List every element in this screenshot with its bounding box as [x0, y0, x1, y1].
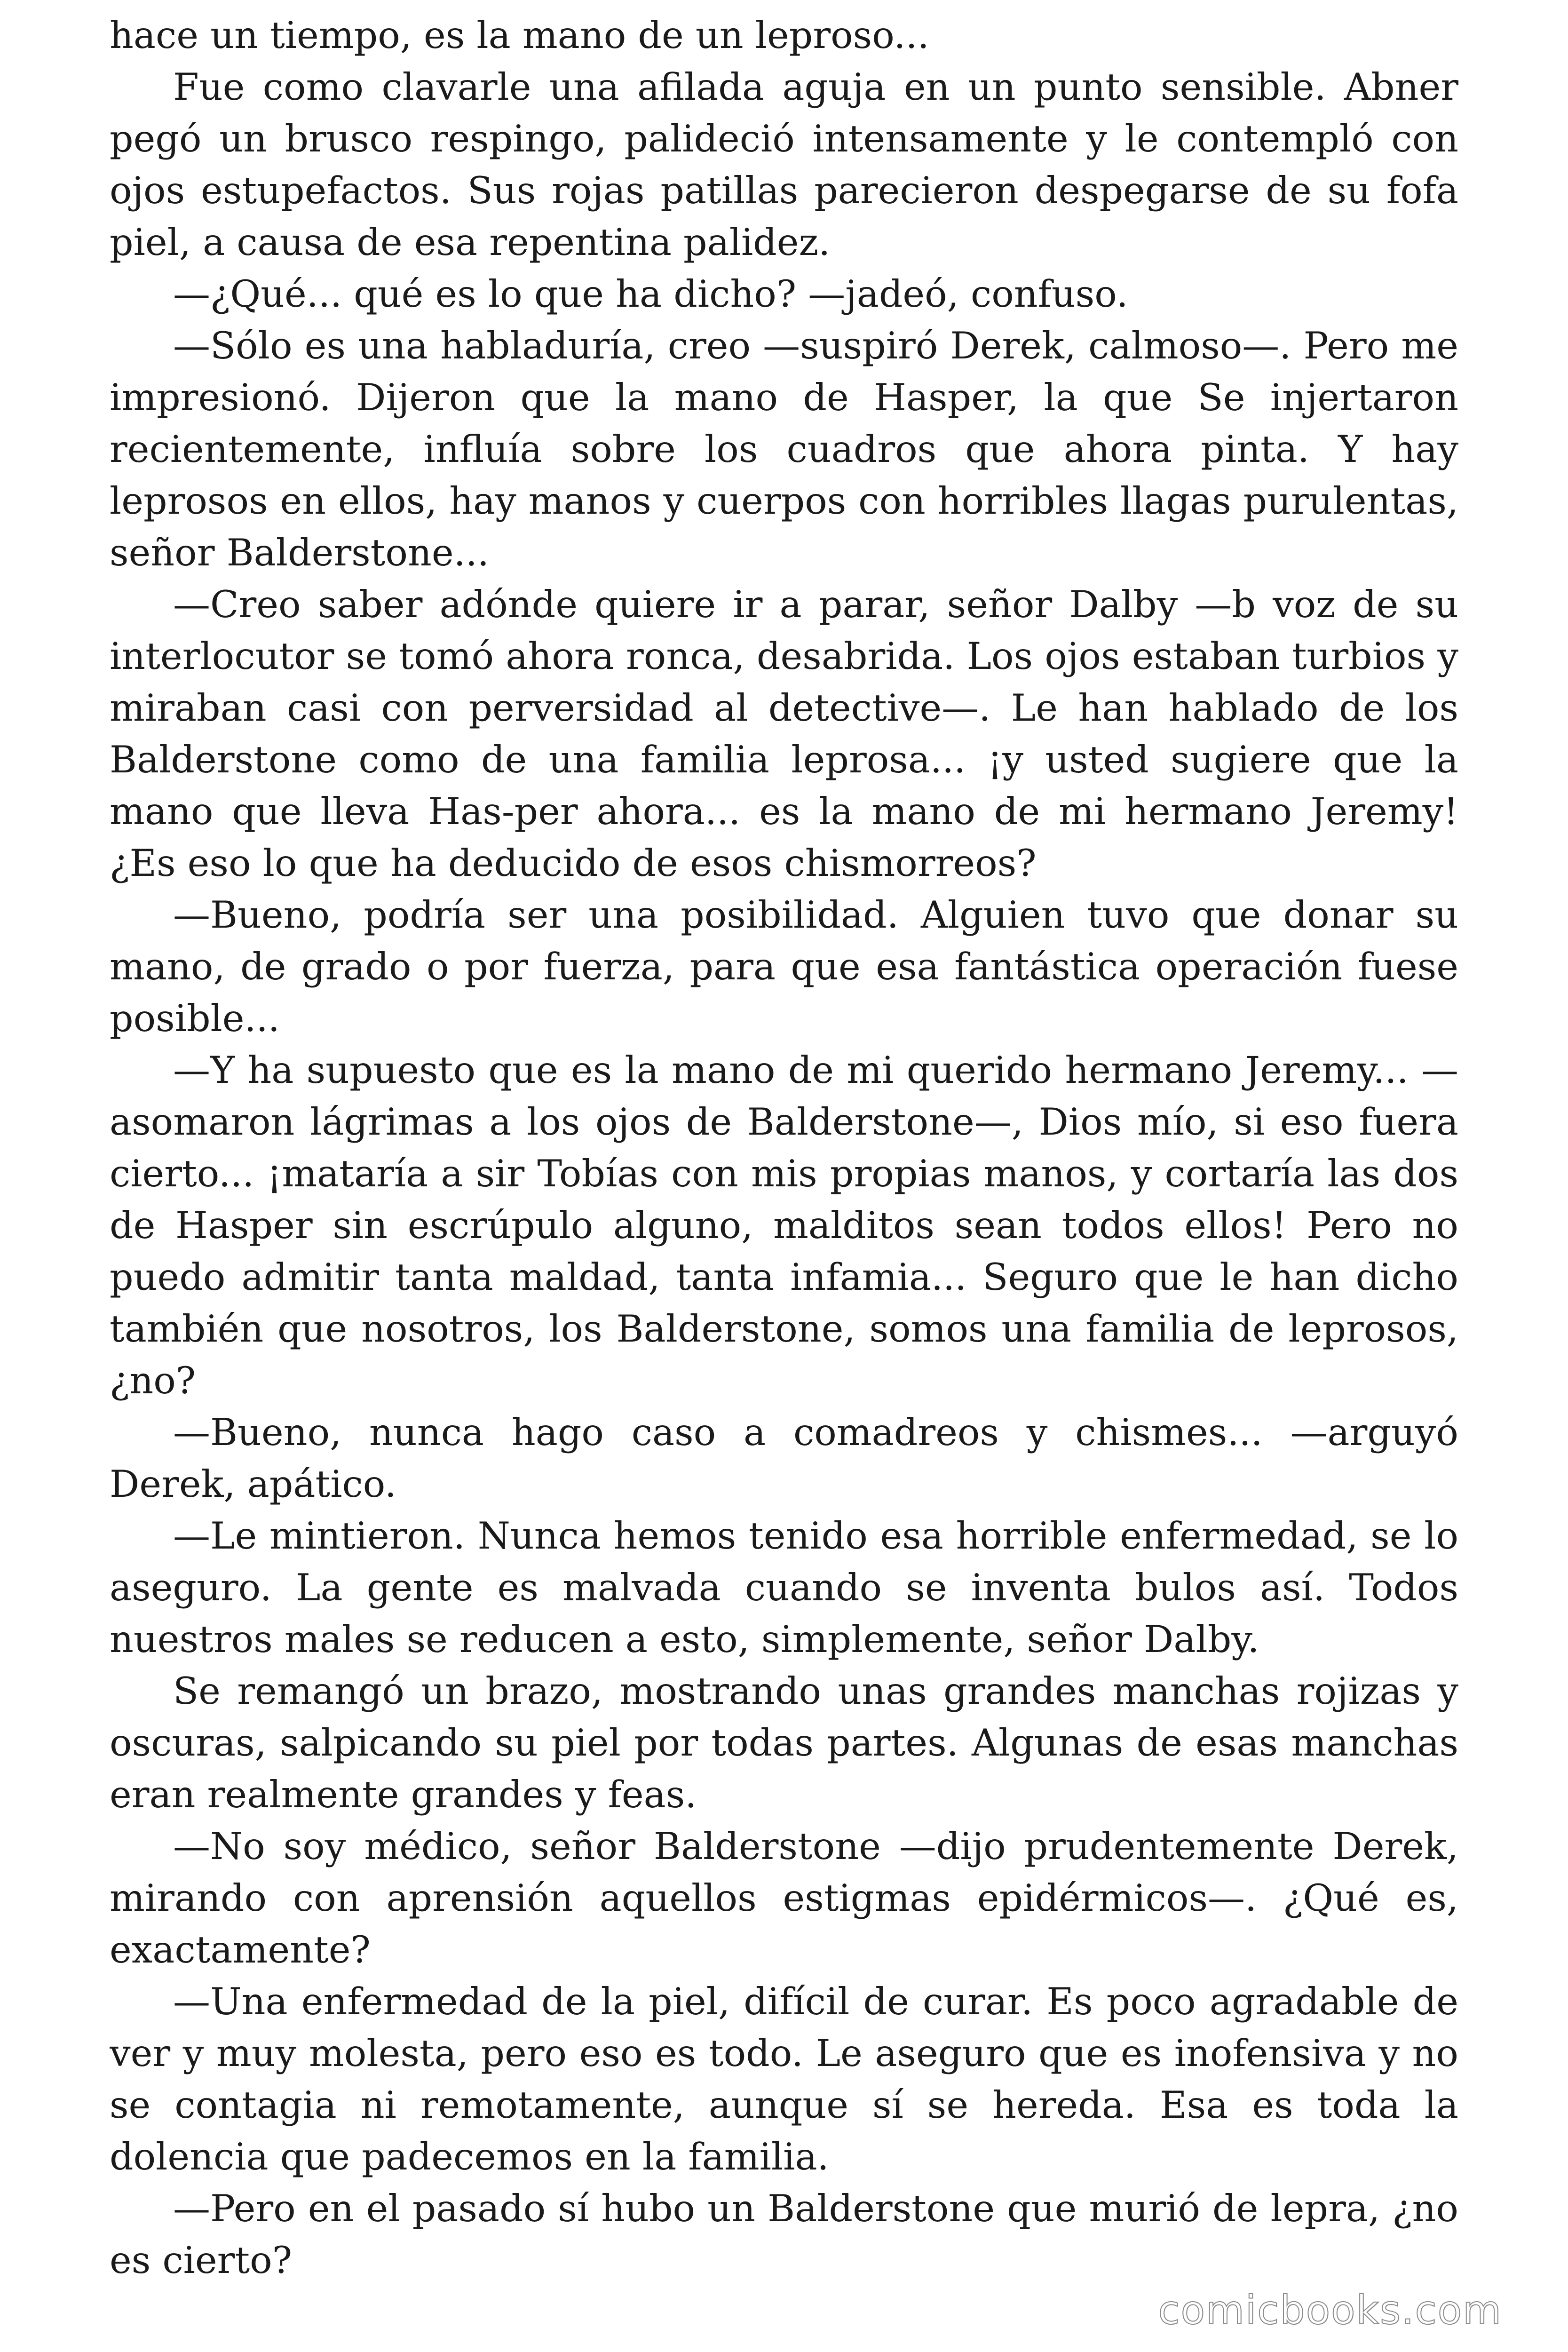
paragraph: —Bueno, nunca hago caso a comadreos y chismes... —arguyó Derek, apático. [110, 1411, 1458, 1506]
paragraph: hace un tiempo, es la mano de un leproso... [110, 14, 929, 57]
paragraph: —¿Qué... qué es lo que ha dicho? —jadeó, confuso. [173, 272, 1128, 316]
paragraph: —No soy médico, señor Balderstone —dijo prudentemente Derek, mirando con aprensión aquellos estigmas epidérmicos—. ¿Qué es, exactamente? [110, 1825, 1458, 1971]
paragraph: —Creo saber adónde quiere ir a parar, señor Dalby —b voz de su interlocutor se tomó ahora ronca, desabrida. Los ojos estaban turbios y miraban casi con perversidad al detective—. Le han hablado de los Balderstone como de una familia leprosa... ¡y usted sugiere que la mano que lleva Has-per ahora... es la mano de mi hermano Jeremy! ¿Es eso lo que ha deducido de esos chismorreos? [110, 583, 1458, 885]
paragraph: —Bueno, podría ser una posibilidad. Alguien tuvo que donar su mano, de grado o por fuerza, para que esa fantástica operación fuese posible... [110, 893, 1458, 1040]
book-page [110, 9, 1458, 2286]
paragraph: —Le mintieron. Nunca hemos tenido esa horrible enfermedad, se lo aseguro. La gente es malvada cuando se inventa bulos así. Todos nuestros males se reducen a esto, simplemente, señor Dalby. [110, 1514, 1458, 1661]
paragraph: —Y ha supuesto que es la mano de mi querido hermano Jeremy... —asomaron lágrimas a los ojos de Balderstone—, Dios mío, si eso fuera cierto... ¡mataría a sir Tobías con mis propias manos, y cortaría las dos de Hasper sin escrúpulo alguno, malditos sean todos ellos! Pero no puedo admitir tanta maldad, tanta infamia... Seguro que le han dicho también que nosotros, los Balderstone, somos una familia de leprosos, ¿no? [110, 1049, 1458, 1402]
watermark-text: comicbooks.com [1158, 2287, 1502, 2333]
paragraph: Se remangó un brazo, mostrando unas grandes manchas rojizas y oscuras, salpicando su piel por todas partes. Algunas de esas manchas eran realmente grandes y feas. [110, 1669, 1458, 1816]
paragraph: —Una enfermedad de la piel, difícil de curar. Es poco agradable de ver y muy molesta, pero eso es todo. Le aseguro que es inofensiva y no se contagia ni remotamente, aunque sí se hereda. Esa es toda la dolencia que padecemos en la familia. [110, 1980, 1458, 2178]
paragraph: Fue como clavarle una afilada aguja en un punto sensible. Abner pegó un brusco respingo, palideció intensamente y le contempló con ojos estupefactos. Sus rojas patillas parecieron despegarse de su fofa piel, a causa de esa repentina palidez. [110, 65, 1458, 264]
paragraph: —Pero en el pasado sí hubo un Balderstone que murió de lepra, ¿no es cierto? [110, 2187, 1458, 2282]
paragraph: —Sólo es una habladuría, creo —suspiró Derek, calmoso—. Pero me impresionó. Dijeron que la mano de Hasper, la que Se injertaron recientemente, influía sobre los cuadros que ahora pinta. Y hay leprosos en ellos, hay manos y cuerpos con horribles llagas purulentas, señor Balderstone... [110, 324, 1458, 574]
